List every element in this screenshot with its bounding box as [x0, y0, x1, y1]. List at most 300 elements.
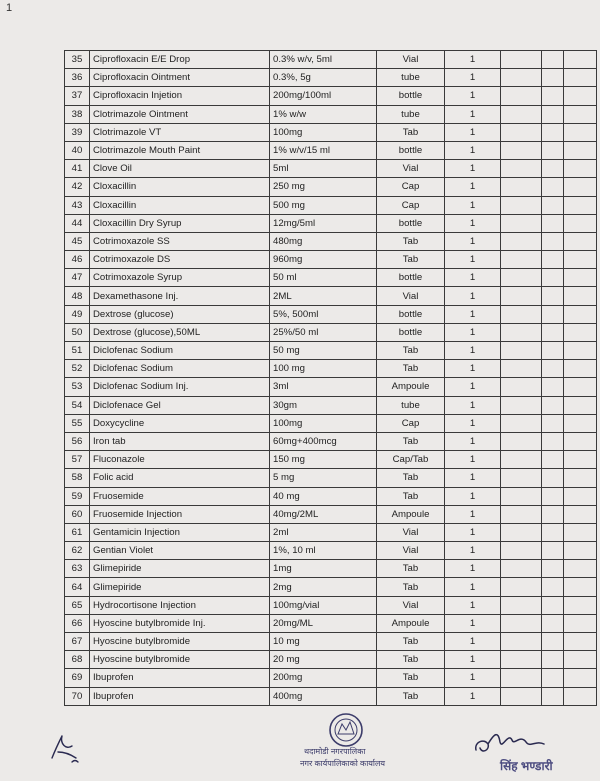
row-strength-cell: 1% w/w	[270, 105, 377, 123]
table-row	[65, 396, 597, 414]
row-name-cell: Ibuprofen	[90, 669, 270, 687]
table-row	[65, 232, 597, 250]
row-qty-cell: 1	[445, 378, 501, 396]
row-strength-cell: 1% w/v/15 ml	[270, 141, 377, 159]
row-name-cell: Hyoscine butylbromide	[90, 651, 270, 669]
row-qty-cell: 1	[445, 523, 501, 541]
row-name-cell: Cotrimoxazole Syrup	[90, 269, 270, 287]
row-strength-cell: 20 mg	[270, 651, 377, 669]
row-empty-cell	[564, 178, 597, 196]
row-unit-cell: tube	[377, 105, 445, 123]
row-empty-cell	[501, 469, 542, 487]
table-row	[65, 178, 597, 196]
row-strength-cell: 60mg+400mcg	[270, 432, 377, 450]
row-empty-cell	[564, 523, 597, 541]
row-qty-cell: 1	[445, 560, 501, 578]
row-qty-cell: 1	[445, 69, 501, 87]
table-row	[65, 342, 597, 360]
row-empty-cell	[542, 505, 564, 523]
row-empty-cell	[542, 687, 564, 705]
row-name-cell: Ciprofloxacin Ointment	[90, 69, 270, 87]
table-row	[65, 542, 597, 560]
row-empty-cell	[542, 578, 564, 596]
row-unit-cell: Tab	[377, 633, 445, 651]
row-empty-cell	[501, 633, 542, 651]
row-qty-cell: 1	[445, 123, 501, 141]
row-sn-cell: 51	[65, 342, 90, 360]
row-qty-cell: 1	[445, 287, 501, 305]
row-empty-cell	[564, 141, 597, 159]
row-empty-cell	[542, 523, 564, 541]
row-sn-cell: 59	[65, 487, 90, 505]
name-stamp: सिंह भण्डारी	[500, 759, 553, 773]
row-empty-cell	[501, 105, 542, 123]
row-empty-cell	[501, 523, 542, 541]
row-empty-cell	[564, 123, 597, 141]
row-qty-cell: 1	[445, 596, 501, 614]
row-sn-cell: 70	[65, 687, 90, 705]
row-unit-cell: Tab	[377, 432, 445, 450]
row-unit-cell: Tab	[377, 360, 445, 378]
row-empty-cell	[542, 378, 564, 396]
row-strength-cell: 5ml	[270, 160, 377, 178]
row-empty-cell	[501, 560, 542, 578]
row-sn-cell: 54	[65, 396, 90, 414]
row-empty-cell	[564, 196, 597, 214]
row-strength-cell: 2ml	[270, 523, 377, 541]
row-qty-cell: 1	[445, 414, 501, 432]
row-empty-cell	[542, 469, 564, 487]
table-row	[65, 51, 597, 69]
table-row	[65, 123, 597, 141]
municipal-seal	[300, 708, 392, 776]
row-empty-cell	[542, 141, 564, 159]
row-name-cell: Glimepiride	[90, 578, 270, 596]
row-name-cell: Hydrocortisone Injection	[90, 596, 270, 614]
row-qty-cell: 1	[445, 51, 501, 69]
table-row	[65, 414, 597, 432]
row-sn-cell: 61	[65, 523, 90, 541]
row-qty-cell: 1	[445, 305, 501, 323]
row-empty-cell	[564, 360, 597, 378]
row-sn-cell: 38	[65, 105, 90, 123]
row-empty-cell	[542, 269, 564, 287]
row-empty-cell	[564, 160, 597, 178]
row-name-cell: Ciprofloxacin Injetion	[90, 87, 270, 105]
row-empty-cell	[564, 214, 597, 232]
row-name-cell: Cloxacillin	[90, 196, 270, 214]
row-empty-cell	[501, 305, 542, 323]
row-strength-cell: 200mg	[270, 669, 377, 687]
row-empty-cell	[564, 69, 597, 87]
row-empty-cell	[542, 633, 564, 651]
row-empty-cell	[542, 105, 564, 123]
row-name-cell: Diclofenac Sodium Inj.	[90, 378, 270, 396]
row-name-cell: Cloxacillin Dry Syrup	[90, 214, 270, 232]
row-qty-cell: 1	[445, 451, 501, 469]
row-unit-cell: Tab	[377, 651, 445, 669]
row-sn-cell: 67	[65, 633, 90, 651]
row-sn-cell: 44	[65, 214, 90, 232]
table-row	[65, 633, 597, 651]
row-empty-cell	[501, 287, 542, 305]
row-unit-cell: Cap	[377, 196, 445, 214]
row-name-cell: Diclofenac Sodium	[90, 342, 270, 360]
table-row	[65, 251, 597, 269]
row-qty-cell: 1	[445, 469, 501, 487]
row-unit-cell: Tab	[377, 560, 445, 578]
table-row	[65, 323, 597, 341]
row-name-cell: Cloxacillin	[90, 178, 270, 196]
table-row	[65, 505, 597, 523]
row-sn-cell: 36	[65, 69, 90, 87]
table-row	[65, 196, 597, 214]
medicine-table	[64, 50, 597, 706]
row-qty-cell: 1	[445, 196, 501, 214]
row-unit-cell: Ampoule	[377, 614, 445, 632]
row-empty-cell	[501, 232, 542, 250]
row-sn-cell: 57	[65, 451, 90, 469]
row-empty-cell	[501, 596, 542, 614]
row-empty-cell	[564, 596, 597, 614]
table-row	[65, 287, 597, 305]
table-row	[65, 614, 597, 632]
row-empty-cell	[501, 323, 542, 341]
row-empty-cell	[542, 160, 564, 178]
row-qty-cell: 1	[445, 360, 501, 378]
row-empty-cell	[564, 287, 597, 305]
row-name-cell: Ciprofloxacin E/E Drop	[90, 51, 270, 69]
row-strength-cell: 480mg	[270, 232, 377, 250]
row-empty-cell	[542, 414, 564, 432]
row-name-cell: Doxycycline	[90, 414, 270, 432]
row-empty-cell	[564, 669, 597, 687]
row-sn-cell: 63	[65, 560, 90, 578]
table-row	[65, 141, 597, 159]
row-name-cell: Fruosemide Injection	[90, 505, 270, 523]
row-empty-cell	[542, 123, 564, 141]
row-empty-cell	[542, 342, 564, 360]
row-empty-cell	[501, 178, 542, 196]
row-strength-cell: 40 mg	[270, 487, 377, 505]
row-unit-cell: Ampoule	[377, 505, 445, 523]
table-row	[65, 469, 597, 487]
row-qty-cell: 1	[445, 578, 501, 596]
table-row	[65, 596, 597, 614]
row-empty-cell	[542, 360, 564, 378]
row-unit-cell: Cap	[377, 178, 445, 196]
row-name-cell: Hyoscine butylbromide	[90, 633, 270, 651]
row-empty-cell	[501, 669, 542, 687]
row-empty-cell	[501, 414, 542, 432]
row-strength-cell: 12mg/5ml	[270, 214, 377, 232]
row-empty-cell	[501, 487, 542, 505]
row-name-cell: Glimepiride	[90, 560, 270, 578]
row-unit-cell: Vial	[377, 542, 445, 560]
row-empty-cell	[564, 323, 597, 341]
row-empty-cell	[542, 305, 564, 323]
row-sn-cell: 60	[65, 505, 90, 523]
row-name-cell: Clotrimazole Mouth Paint	[90, 141, 270, 159]
row-empty-cell	[564, 687, 597, 705]
row-unit-cell: Tab	[377, 687, 445, 705]
row-strength-cell: 40mg/2ML	[270, 505, 377, 523]
row-empty-cell	[501, 542, 542, 560]
row-empty-cell	[564, 269, 597, 287]
row-sn-cell: 39	[65, 123, 90, 141]
row-strength-cell: 250 mg	[270, 178, 377, 196]
row-sn-cell: 47	[65, 269, 90, 287]
row-unit-cell: bottle	[377, 87, 445, 105]
row-sn-cell: 50	[65, 323, 90, 341]
row-sn-cell: 35	[65, 51, 90, 69]
row-empty-cell	[501, 123, 542, 141]
row-empty-cell	[542, 69, 564, 87]
row-strength-cell: 2mg	[270, 578, 377, 596]
row-sn-cell: 62	[65, 542, 90, 560]
row-name-cell: Folic acid	[90, 469, 270, 487]
row-strength-cell: 100 mg	[270, 360, 377, 378]
row-empty-cell	[501, 378, 542, 396]
table-row	[65, 160, 597, 178]
row-empty-cell	[501, 141, 542, 159]
row-name-cell: Clotrimazole Ointment	[90, 105, 270, 123]
row-empty-cell	[542, 487, 564, 505]
row-strength-cell: 1%, 10 ml	[270, 542, 377, 560]
row-qty-cell: 1	[445, 687, 501, 705]
row-strength-cell: 50 mg	[270, 342, 377, 360]
row-unit-cell: Vial	[377, 596, 445, 614]
page-mark: 1	[6, 2, 13, 14]
row-empty-cell	[564, 251, 597, 269]
row-strength-cell: 100mg/vial	[270, 596, 377, 614]
row-empty-cell	[564, 414, 597, 432]
row-empty-cell	[501, 578, 542, 596]
row-sn-cell: 52	[65, 360, 90, 378]
row-strength-cell: 0.3%, 5g	[270, 69, 377, 87]
row-strength-cell: 960mg	[270, 251, 377, 269]
row-empty-cell	[564, 633, 597, 651]
row-empty-cell	[542, 432, 564, 450]
row-unit-cell: Cap	[377, 414, 445, 432]
row-empty-cell	[542, 178, 564, 196]
row-qty-cell: 1	[445, 432, 501, 450]
row-strength-cell: 2ML	[270, 287, 377, 305]
row-sn-cell: 64	[65, 578, 90, 596]
table-row	[65, 669, 597, 687]
row-strength-cell: 200mg/100ml	[270, 87, 377, 105]
row-qty-cell: 1	[445, 342, 501, 360]
row-empty-cell	[501, 214, 542, 232]
row-unit-cell: bottle	[377, 214, 445, 232]
row-name-cell: Gentian Violet	[90, 542, 270, 560]
row-empty-cell	[501, 360, 542, 378]
row-empty-cell	[564, 578, 597, 596]
row-unit-cell: Vial	[377, 523, 445, 541]
row-strength-cell: 0.3% w/v, 5ml	[270, 51, 377, 69]
row-empty-cell	[501, 651, 542, 669]
row-qty-cell: 1	[445, 487, 501, 505]
row-name-cell: Diclofenace Gel	[90, 396, 270, 414]
row-empty-cell	[501, 614, 542, 632]
row-qty-cell: 1	[445, 160, 501, 178]
row-qty-cell: 1	[445, 323, 501, 341]
row-strength-cell: 400mg	[270, 687, 377, 705]
row-name-cell: Dexamethasone Inj.	[90, 287, 270, 305]
row-sn-cell: 49	[65, 305, 90, 323]
row-empty-cell	[501, 69, 542, 87]
row-name-cell: Diclofenac Sodium	[90, 360, 270, 378]
row-empty-cell	[542, 542, 564, 560]
row-qty-cell: 1	[445, 232, 501, 250]
row-strength-cell: 25%/50 ml	[270, 323, 377, 341]
row-name-cell: Dextrose (glucose),50ML	[90, 323, 270, 341]
row-strength-cell: 5 mg	[270, 469, 377, 487]
row-empty-cell	[542, 214, 564, 232]
row-empty-cell	[542, 323, 564, 341]
row-qty-cell: 1	[445, 614, 501, 632]
row-empty-cell	[564, 505, 597, 523]
signature-left	[46, 728, 86, 768]
table-row	[65, 578, 597, 596]
table-row	[65, 69, 597, 87]
row-strength-cell: 100mg	[270, 123, 377, 141]
row-strength-cell: 3ml	[270, 378, 377, 396]
row-empty-cell	[501, 342, 542, 360]
row-empty-cell	[564, 51, 597, 69]
row-qty-cell: 1	[445, 105, 501, 123]
row-qty-cell: 1	[445, 542, 501, 560]
row-sn-cell: 43	[65, 196, 90, 214]
row-empty-cell	[501, 432, 542, 450]
row-qty-cell: 1	[445, 251, 501, 269]
row-unit-cell: Tab	[377, 578, 445, 596]
seal-text-line1: थदामोडी नगरपालिका	[304, 747, 366, 756]
row-empty-cell	[501, 687, 542, 705]
row-empty-cell	[564, 542, 597, 560]
row-sn-cell: 40	[65, 141, 90, 159]
table-row	[65, 432, 597, 450]
row-unit-cell: Tab	[377, 232, 445, 250]
medicine-table-body	[65, 51, 597, 706]
row-unit-cell: Vial	[377, 160, 445, 178]
row-unit-cell: Ampoule	[377, 378, 445, 396]
row-unit-cell: bottle	[377, 141, 445, 159]
table-row	[65, 87, 597, 105]
row-sn-cell: 65	[65, 596, 90, 614]
row-unit-cell: Vial	[377, 287, 445, 305]
row-unit-cell: Tab	[377, 123, 445, 141]
row-empty-cell	[564, 614, 597, 632]
row-empty-cell	[542, 596, 564, 614]
row-unit-cell: Tab	[377, 487, 445, 505]
row-empty-cell	[542, 251, 564, 269]
table-row	[65, 360, 597, 378]
row-qty-cell: 1	[445, 214, 501, 232]
row-name-cell: Fluconazole	[90, 451, 270, 469]
row-empty-cell	[564, 432, 597, 450]
row-unit-cell: Cap/Tab	[377, 451, 445, 469]
row-empty-cell	[564, 232, 597, 250]
row-empty-cell	[501, 451, 542, 469]
row-empty-cell	[542, 287, 564, 305]
row-empty-cell	[542, 669, 564, 687]
row-unit-cell: Tab	[377, 251, 445, 269]
table-row	[65, 378, 597, 396]
row-empty-cell	[564, 342, 597, 360]
row-sn-cell: 56	[65, 432, 90, 450]
row-unit-cell: bottle	[377, 305, 445, 323]
row-strength-cell: 5%, 500ml	[270, 305, 377, 323]
row-strength-cell: 30gm	[270, 396, 377, 414]
row-empty-cell	[564, 451, 597, 469]
row-unit-cell: Vial	[377, 51, 445, 69]
row-sn-cell: 55	[65, 414, 90, 432]
table-row	[65, 269, 597, 287]
row-unit-cell: Tab	[377, 342, 445, 360]
table-row	[65, 523, 597, 541]
row-empty-cell	[542, 560, 564, 578]
row-empty-cell	[501, 251, 542, 269]
row-sn-cell: 42	[65, 178, 90, 196]
table-row	[65, 214, 597, 232]
row-empty-cell	[542, 651, 564, 669]
row-sn-cell: 41	[65, 160, 90, 178]
row-qty-cell: 1	[445, 141, 501, 159]
table-row	[65, 560, 597, 578]
row-empty-cell	[542, 614, 564, 632]
table-row	[65, 105, 597, 123]
signature-right	[470, 724, 554, 760]
row-empty-cell	[501, 505, 542, 523]
row-unit-cell: bottle	[377, 323, 445, 341]
row-empty-cell	[501, 51, 542, 69]
row-strength-cell: 50 ml	[270, 269, 377, 287]
row-empty-cell	[564, 105, 597, 123]
row-empty-cell	[501, 396, 542, 414]
row-strength-cell: 20mg/ML	[270, 614, 377, 632]
row-name-cell: Clotrimazole VT	[90, 123, 270, 141]
row-qty-cell: 1	[445, 396, 501, 414]
row-unit-cell: tube	[377, 69, 445, 87]
row-unit-cell: tube	[377, 396, 445, 414]
seal-text-line2: नगर कार्यपालिकाको कार्यालय	[300, 759, 386, 768]
row-empty-cell	[501, 87, 542, 105]
row-qty-cell: 1	[445, 269, 501, 287]
row-strength-cell: 150 mg	[270, 451, 377, 469]
row-name-cell: Ibuprofen	[90, 687, 270, 705]
row-empty-cell	[542, 232, 564, 250]
row-unit-cell: Tab	[377, 469, 445, 487]
row-name-cell: Hyoscine butylbromide Inj.	[90, 614, 270, 632]
table-row	[65, 487, 597, 505]
row-sn-cell: 45	[65, 232, 90, 250]
row-qty-cell: 1	[445, 178, 501, 196]
row-qty-cell: 1	[445, 633, 501, 651]
row-empty-cell	[542, 196, 564, 214]
row-empty-cell	[501, 160, 542, 178]
row-empty-cell	[542, 51, 564, 69]
row-strength-cell: 100mg	[270, 414, 377, 432]
row-sn-cell: 48	[65, 287, 90, 305]
row-strength-cell: 1mg	[270, 560, 377, 578]
row-empty-cell	[542, 396, 564, 414]
row-qty-cell: 1	[445, 669, 501, 687]
row-empty-cell	[564, 560, 597, 578]
row-name-cell: Fruosemide	[90, 487, 270, 505]
row-name-cell: Cotrimoxazole DS	[90, 251, 270, 269]
row-sn-cell: 46	[65, 251, 90, 269]
